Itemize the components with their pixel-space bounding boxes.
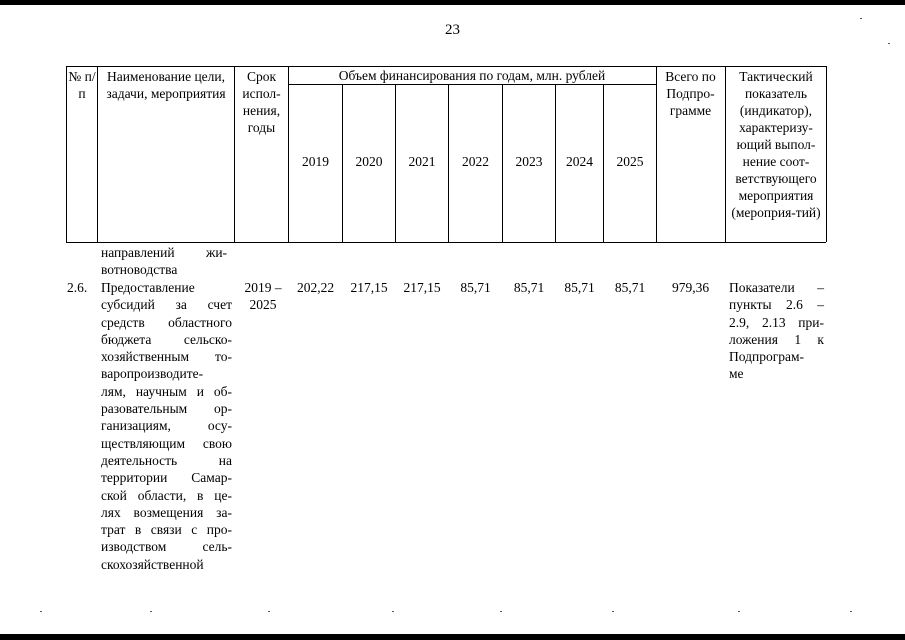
scan-dot	[850, 611, 852, 612]
row-name-line: трат в связи с про-	[101, 522, 232, 538]
row-name-line: средств областного	[101, 314, 232, 330]
funding-subheader-line	[288, 84, 656, 85]
grid-vline	[97, 66, 98, 242]
header-year: 2023	[515, 154, 543, 169]
row-name-line: ганизациям, осу-	[101, 418, 232, 434]
header-total: Всего по Подпро-грамме	[665, 69, 716, 118]
row-name-line: лях возмещения за-	[101, 504, 232, 520]
header-bottom-line	[66, 242, 826, 243]
header-year: 2025	[616, 154, 644, 169]
row-indicator-line: 2.9, 2.13 при-	[729, 314, 824, 330]
continuation-line	[101, 244, 228, 261]
row-name-line: изводством сель-	[101, 539, 232, 555]
grid-vline	[725, 66, 726, 242]
scan-dot	[888, 43, 890, 44]
row-name-line: бюджета сельско-	[101, 331, 232, 347]
continuation-word: жи-	[206, 245, 228, 260]
row-indicator-line: Показатели –	[729, 280, 824, 295]
row-name-line: Предоставление	[101, 280, 195, 295]
header-year: 2020	[355, 154, 383, 169]
row-name-line: ществляющим свою	[101, 435, 232, 451]
row-indicator	[729, 279, 824, 383]
value-2019: 202,22	[296, 280, 335, 295]
header-term: Срок испол-нения, годы	[242, 69, 281, 135]
value-2022: 85,71	[460, 280, 491, 295]
header-funding: Объем финансирования по годам, млн. рублей	[338, 68, 606, 83]
row-name-line: территории Самар-	[101, 470, 232, 486]
row-indicator-line: Подпрограм-	[729, 349, 805, 365]
row-number: 2.6.	[67, 280, 88, 295]
grid-vline	[234, 66, 235, 242]
row-indicator-line: пункты 2.6 –	[729, 297, 824, 313]
row-indicator-line: ме	[729, 366, 744, 382]
page-number: 23	[445, 22, 460, 38]
header-name: Наименование цели, задачи, мероприятия	[106, 69, 226, 101]
value-2025: 85,71	[614, 280, 646, 295]
row-name-line: варопроизводите-	[101, 366, 204, 382]
row-name-line: разовательным ор-	[101, 401, 232, 417]
value-2021: 217,15	[403, 280, 441, 295]
value-2024: 85,71	[564, 280, 595, 295]
scan-dot	[860, 18, 862, 19]
value-2020: 217,15	[350, 280, 388, 295]
bottom-border	[0, 634, 905, 640]
row-name-line: деятельность на	[101, 452, 232, 468]
continuation-text	[101, 244, 228, 279]
term-line: 2019 –	[244, 280, 282, 295]
scan-dot	[392, 611, 394, 612]
scan-dot	[268, 611, 270, 612]
row-name-line: скохозяйственной	[101, 556, 204, 572]
scan-dot	[150, 611, 152, 612]
continuation-line: вотноводства	[101, 262, 178, 278]
header-indicator: Тактический показатель (индикатор), характеризу-ющий выпол-нение соот-ветствующего мероприятия (мероприя-тий)	[731, 69, 821, 220]
row-indicator-line: ложения 1 к	[729, 331, 824, 347]
row-name-line: хозяйственным то-	[101, 349, 232, 365]
row-name	[101, 279, 232, 573]
continuation-word: направлений	[101, 245, 175, 260]
grid-vline	[826, 66, 827, 242]
header-number: № п/п	[68, 69, 96, 101]
scan-dot	[40, 611, 42, 612]
term-line: 2025	[249, 297, 277, 313]
header-year: 2021	[408, 154, 436, 169]
value-total: 979,36	[671, 280, 710, 295]
scan-dot	[738, 611, 740, 612]
header-year: 2022	[462, 154, 489, 169]
scan-dot	[612, 611, 614, 612]
value-2023: 85,71	[513, 280, 545, 295]
header-year: 2019	[302, 154, 329, 169]
row-term	[239, 279, 287, 314]
top-border	[0, 0, 905, 5]
scan-dot	[500, 611, 502, 612]
row-name-line: лям, научным и об-	[101, 383, 232, 399]
header-year: 2024	[566, 154, 593, 169]
row-name-line: ской области, в це-	[101, 487, 232, 503]
row-name-line: субсидий за счет	[101, 297, 232, 313]
